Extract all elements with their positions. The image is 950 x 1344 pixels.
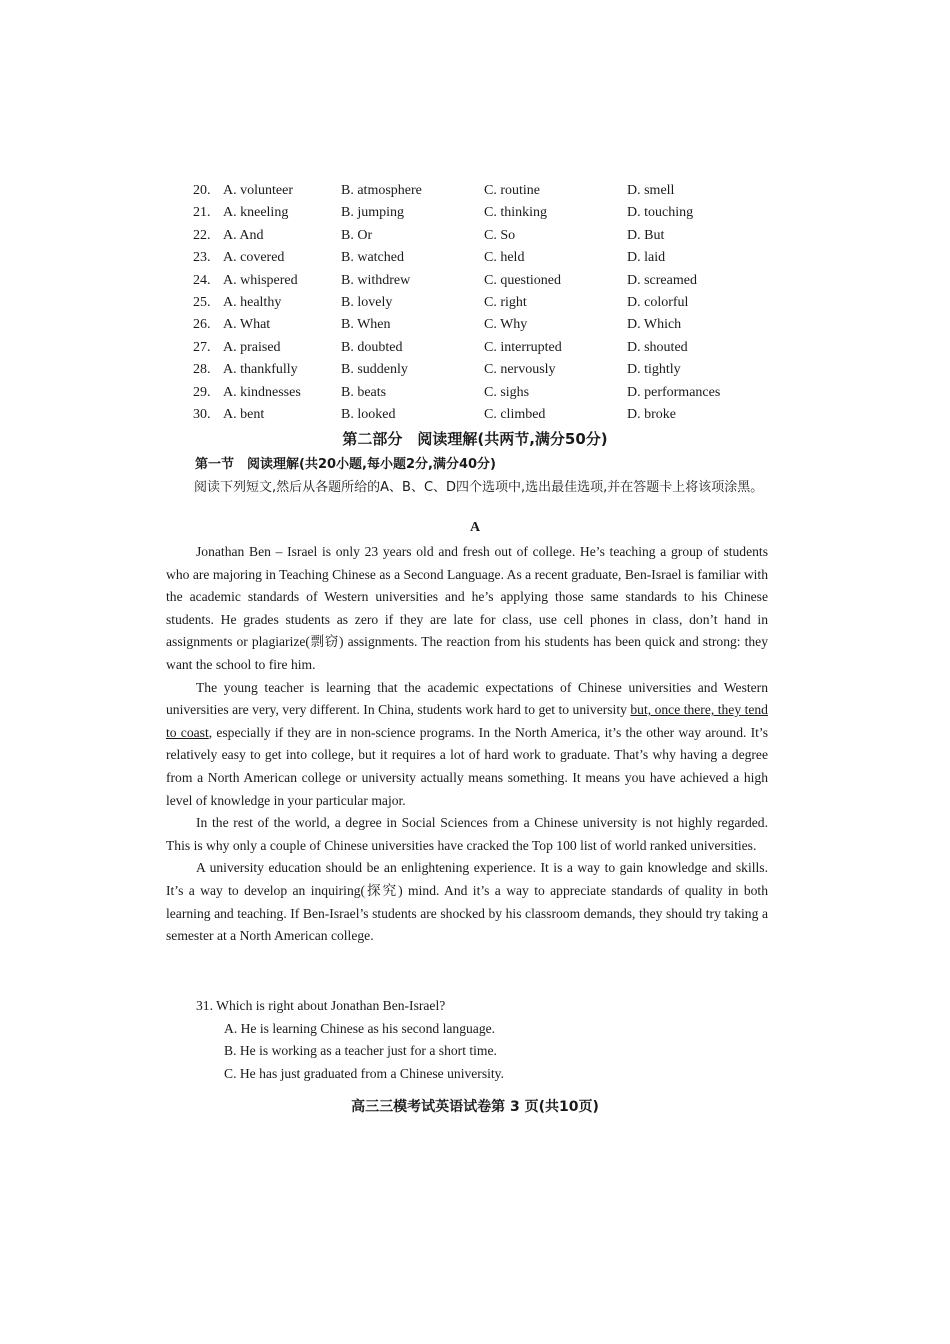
choice-c: C. He has just graduated from a Chinese university. [224, 1065, 504, 1081]
page-footer: 高三三模考试英语试卷第 3 页(共10页) [351, 1099, 599, 1115]
paragraph-2-text-after: , especially if they are in non-science programs. In the North America, it’s the other way around. It’s relatively easy to get into college, but it requires a lot of hard work to graduate. That’s why having a degree from a North American college or university actually means something. It means you have achieved a high level of knowledge in your particular major. [166, 724, 768, 808]
option-a: A. What [223, 317, 271, 333]
option-d: D. colorful [627, 294, 689, 310]
instruction-text: 阅读下列短文,然后从各题所给的A、B、C、D四个选项中,选出最佳选项,并在答题卡上将该项涂黑。 [194, 480, 764, 495]
option-a: A. whispered [223, 272, 298, 288]
option-b: B. atmosphere [341, 183, 422, 198]
paragraph-4: A university education should be an enlightening experience. It is a way to gain knowledge and skills. It’s a way to develop an inquiring(探究) mind. And it’s a way to appreciate standards of quality in both learning and teaching. If Ben-Israel’s students are shocked by his classroom demands, they should try taking a semester at a North American college. [166, 860, 768, 944]
question-stem: 31. Which is right about Jonathan Ben-Israel? [196, 998, 446, 1013]
option-b: B. looked [341, 406, 396, 422]
paragraph-2-text-before: The young teacher is learning that the academic expectations of Chinese universities and Western universities are very, very different. In China, students work hard to get to university [166, 679, 768, 718]
question-31 [166, 995, 768, 1085]
choice-b: B. He is working as a teacher just for a short time. [224, 1043, 497, 1059]
option-c: C. right [484, 294, 527, 310]
option-a: A. covered [223, 250, 285, 266]
option-a: A. And [223, 227, 264, 243]
option-row [193, 180, 793, 202]
option-c: C. held [484, 250, 525, 266]
question-number: 21. [193, 205, 211, 221]
question-number: 30. [193, 406, 211, 422]
option-d: D. touching [627, 205, 694, 221]
option-a: A. kindnesses [223, 384, 301, 400]
underlined-phrase: but, once there, they tend to coast [166, 702, 768, 740]
option-c: C. routine [484, 183, 540, 198]
question-number: 26. [193, 317, 211, 333]
option-c: C. interrupted [484, 339, 562, 355]
choice-a: A. He is learning Chinese as his second language. [224, 1020, 496, 1036]
paragraph-1: Jonathan Ben – Israel is only 23 years old and fresh out of college. He’s teaching a group of students who are majoring in Teaching Chinese as a Second Language. As a recent graduate, Ben-Israel is familiar with the academic standards of Western universities and he’s applying those same standards to his Chinese students. He grades students as zero if they are late for class, use cell phones in class, don’t hand in assignments or plagiarize(剽窃) assignments. The reaction from his students has been quick and strong: they want the school to fire him. [166, 544, 768, 672]
option-b: B. doubted [341, 339, 403, 355]
question-number: 22. [193, 227, 211, 243]
option-b: B. jumping [341, 205, 405, 221]
option-row [193, 382, 793, 404]
passage-label: A [469, 520, 481, 535]
option-a: A. kneeling [223, 205, 289, 221]
option-a: A. thankfully [223, 362, 298, 378]
option-d: D. broke [627, 406, 676, 422]
option-d: D. But [627, 227, 665, 243]
paragraph-3: In the rest of the world, a degree in Social Sciences from a Chinese university is not highly regarded. This is why only a couple of Chinese universities have cracked the Top 100 list of world ranked universities. [166, 815, 768, 853]
option-d: D. screamed [627, 272, 697, 288]
question-number: 23. [193, 250, 211, 266]
option-d: D. shouted [627, 339, 688, 355]
option-c: C. climbed [484, 406, 546, 422]
section-title: 第一节 阅读理解(共20小题,每小题2分,满分40分) [195, 457, 496, 472]
part-title: 第二部分 阅读理解(共两节,满分50分) [342, 430, 608, 448]
option-c: C. thinking [484, 205, 548, 221]
instruction [166, 477, 768, 499]
option-row [193, 359, 793, 381]
option-a: A. volunteer [223, 183, 293, 198]
option-c: C. So [484, 227, 516, 243]
option-b: B. suddenly [341, 362, 408, 378]
option-a: A. bent [223, 406, 265, 422]
paragraph-2 [166, 677, 768, 813]
option-b: B. Or [341, 227, 373, 243]
option-d: D. Which [627, 317, 682, 333]
option-row [193, 314, 793, 336]
option-row [193, 404, 793, 426]
cloze-options-table [193, 180, 793, 426]
question-number: 27. [193, 339, 211, 355]
option-row [193, 337, 793, 359]
question-number: 28. [193, 362, 211, 378]
option-d: D. laid [627, 250, 666, 266]
option-b: B. lovely [341, 294, 393, 310]
option-b: B. watched [341, 250, 404, 266]
option-d: D. smell [627, 183, 675, 198]
option-c: C. Why [484, 317, 528, 333]
option-row [193, 292, 793, 314]
option-row [193, 270, 793, 292]
reading-passage [166, 541, 768, 948]
option-a: A. healthy [223, 294, 282, 310]
question-number: 20. [193, 183, 211, 198]
option-c: C. questioned [484, 272, 561, 288]
option-row [193, 247, 793, 269]
question-number: 25. [193, 294, 211, 310]
option-b: B. When [341, 317, 391, 333]
option-c: C. sighs [484, 384, 530, 400]
question-number: 24. [193, 272, 211, 288]
question-number: 29. [193, 384, 211, 400]
option-d: D. performances [627, 384, 721, 400]
option-row [193, 225, 793, 247]
option-b: B. beats [341, 384, 387, 400]
option-c: C. nervously [484, 362, 556, 378]
option-row [193, 202, 793, 224]
option-d: D. tightly [627, 362, 681, 378]
option-a: A. praised [223, 339, 281, 355]
option-b: B. withdrew [341, 272, 411, 288]
